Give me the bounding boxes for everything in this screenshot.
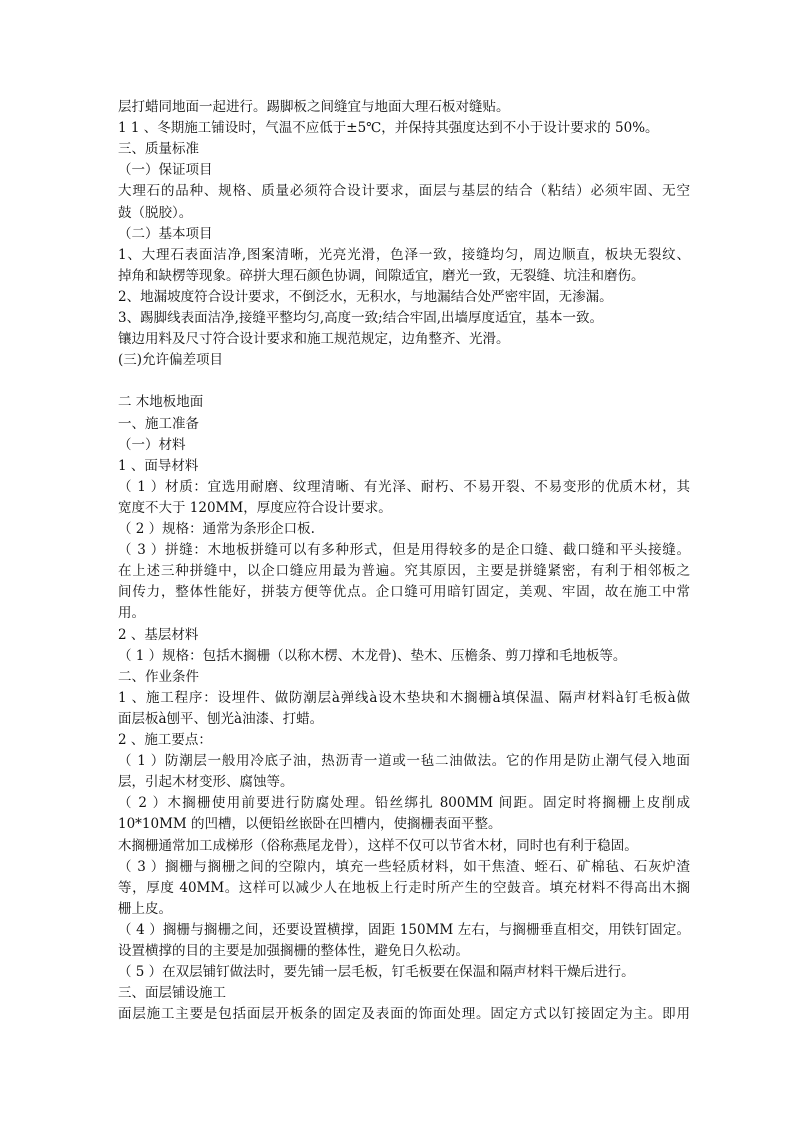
- text-line: 宽度不大于 120MM，厚度应符合设计要求。: [118, 499, 392, 516]
- text-line: 2 、施工要点：: [118, 732, 212, 748]
- text-line: （ 3 ）拼缝：木地板拼缝可以有多种形式，但是用得较多的是企口缝、截口缝和平头接缝。: [118, 542, 690, 559]
- text-line: 等，厚度 40MM。这样可以减少人在地板上行走时所产生的空鼓音。填充材料不得高出木搁: [118, 879, 690, 896]
- text-line: （一）保证项目: [118, 162, 213, 179]
- text-line: （ 2 ）木搁栅使用前要进行防腐处理。铅丝绑扎 800MM 间距。固定时将搁栅上皮削成: [118, 795, 690, 812]
- text-line: 1 1 、冬期施工铺设时，气温不应低于±5℃，并保持其强度达到不小于设计要求的 50%。: [118, 120, 659, 137]
- text-line: 1 、施工程序：设埋件、做防潮层à弹线à设木垫块和木搁栅à填保温、隔声材料à钉毛板à做: [118, 689, 690, 706]
- text-line: 三、质量标准: [118, 141, 199, 158]
- text-line: （ 2 ）规格：通常为条形企口板.: [118, 521, 315, 537]
- text-line: （一）材料: [118, 436, 186, 453]
- blank-line: [118, 371, 690, 391]
- text-line: 间传力，整体性能好，拼装方便等优点。企口缝可用暗钉固定，美观、牢固，故在施工中常: [118, 584, 690, 601]
- text-line: （ 1 ）防潮层一般用冷底子油，热沥青一道或一毡二油做法。它的作用是防止潮气侵入地面: [118, 753, 690, 770]
- text-line: （ 4 ）搁栅与搁栅之间，还要设置横撑，固距 150MM 左右，与搁栅垂直相交，用铁钉固定。: [118, 921, 690, 938]
- text-line: 一、施工准备: [118, 415, 199, 432]
- text-line: 二 木地板地面: [118, 394, 204, 411]
- text-line: 10*10MM 的凹槽，以便铅丝嵌卧在凹槽内，使搁栅表面平整。: [118, 816, 502, 833]
- text-line: 二、作业条件: [118, 668, 199, 685]
- text-line: 面层板à刨平、刨光à油漆、打蜡。: [118, 710, 324, 727]
- text-line: 栅上皮。: [118, 900, 172, 917]
- text-line: 设置横撑的目的主要是加强搁栅的整体性，避免日久松动。: [118, 943, 469, 959]
- text-line: 用。: [118, 605, 145, 622]
- text-line: 2 、基层材料: [118, 626, 199, 643]
- text-line: （二）基本项目: [118, 225, 213, 242]
- text-line: 在上述三种拼缝中，以企口缝应用最为普遍。究其原因，主要是拼缝紧密，有利于相邻板之: [118, 563, 690, 580]
- text-line: （ 3 ）搁栅与搁栅之间的空隙内，填充一些轻质材料，如干焦渣、蛭石、矿棉毡、石灰炉渣: [118, 858, 690, 875]
- text-line: 2、地漏坡度符合设计要求，不倒泛水，无积水，与地漏结合处严密牢固，无渗漏。: [118, 288, 613, 305]
- text-line: 3、踢脚线表面洁净,接缝平整均匀,高度一致;结合牢固,出墙厚度适宜，基本一致。: [118, 310, 604, 326]
- text-line: 三、面层铺设施工: [118, 985, 226, 1002]
- text-line: 层，引起木材变形、腐蚀等。: [118, 774, 294, 791]
- text-line: 镶边用料及尺寸符合设计要求和施工规范规定，边角整齐、光滑。: [118, 331, 510, 348]
- text-line: 大理石的品种、规格、质量必须符合设计要求，面层与基层的结合（粘结）必须牢固、无空: [118, 183, 690, 200]
- text-line: （ 1 ）材质：宜选用耐磨、纹理清晰、有光泽、耐朽、不易开裂、不易变形的优质木材，其: [118, 478, 690, 495]
- text-line: 木搁栅通常加工成梯形（俗称燕尾龙骨），这样不仅可以节省木材，同时也有利于稳固。: [118, 837, 638, 854]
- text-line: 层打蜡同地面一起进行。踢脚板之间缝宜与地面大理石板对缝贴。: [118, 99, 510, 115]
- text-line: （ 1 ）规格：包括木搁栅（以称木楞、木龙骨)、垫木、压檐条、剪刀撑和毛地板等。: [118, 647, 627, 664]
- text-line: 1、大理石表面洁净,图案清晰，光亮光滑，色泽一致，接缝均匀，周边顺直，板块无裂纹、: [118, 246, 690, 263]
- text-line: （ 5 ）在双层铺钉做法时，要先铺一层毛板，钉毛板要在保温和隔声材料干燥后进行。: [118, 964, 635, 981]
- text-line: 1 、面导材料: [118, 457, 199, 474]
- text-line: (三)允许偏差项目: [118, 352, 224, 369]
- text-line: 鼓（脱胶）。: [118, 204, 193, 221]
- text-line: 掉角和缺楞等现象。碎拼大理石颜色协调，间隙适宜，磨光一致，无裂缝、坑洼和磨伤。: [118, 267, 645, 284]
- text-line: 面层施工主要是包括面层开板条的固定及表面的饰面处理。固定方式以钉接固定为主。即用: [118, 1006, 690, 1023]
